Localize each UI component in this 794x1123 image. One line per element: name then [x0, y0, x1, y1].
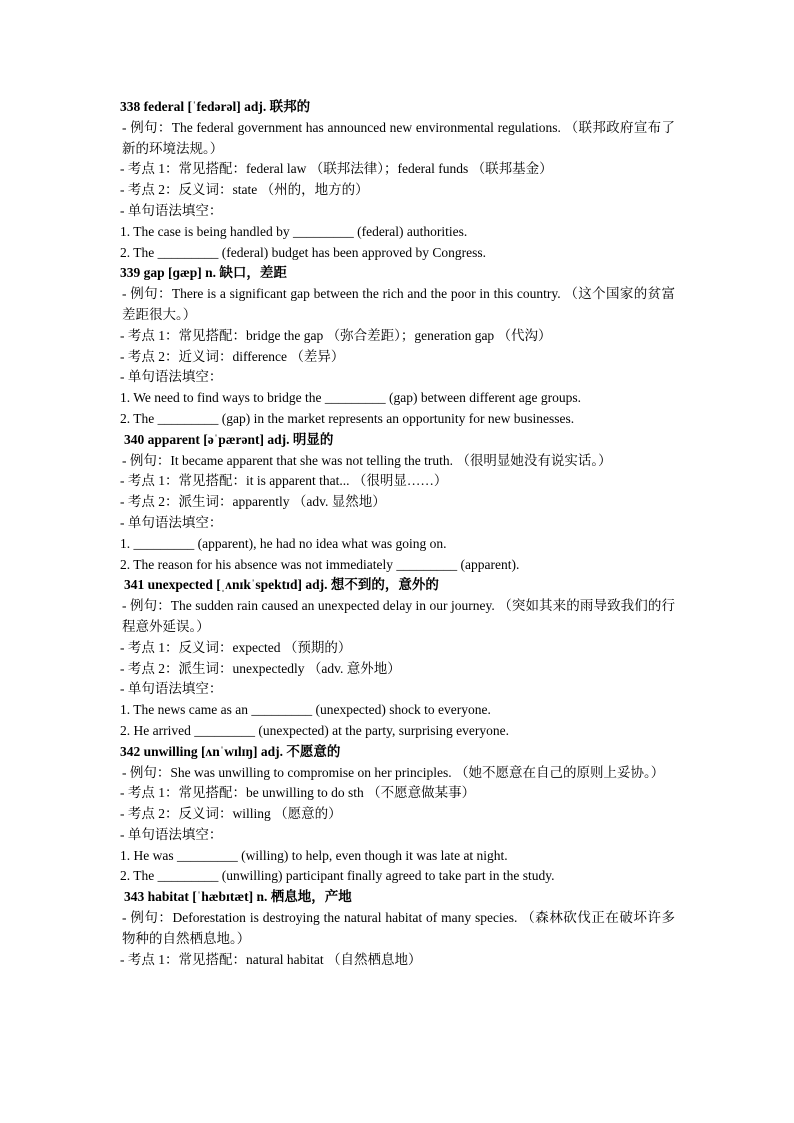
exam-point-1: - 考点 1：反义词：expected （预期的）	[120, 639, 352, 655]
exercise-question-2: 2. The reason for his absence was not immediately _________ (apparent).	[120, 556, 520, 572]
exercise-label: - 单句语法填空：	[120, 202, 223, 218]
example-sentence: - 例句：Deforestation is destroying the natural habitat of many species. （森林砍伐正在破坏许多物种的自然栖息地。）	[122, 910, 675, 946]
exam-point-1: - 考点 1：常见搭配：bridge the gap （弥合差距）；generation gap （代沟）	[120, 327, 552, 343]
example-sentence: - 例句：She was unwilling to compromise on her principles. （她不愿意在自己的原则上妥协。）	[122, 764, 665, 780]
entry-heading: 339 gap [ɡæp] n. 缺口，差距	[120, 265, 287, 281]
example-sentence: - 例句：It became apparent that she was not telling the truth. （很明显她没有说实话。）	[122, 452, 612, 468]
exam-point-1: - 考点 1：常见搭配：be unwilling to do sth （不愿意做某事）	[120, 785, 476, 801]
example-sentence: - 例句：The sudden rain caused an unexpected delay in our journey. （突如其来的雨导致我们的行程意外延误。）	[122, 598, 675, 634]
exercise-question-2: 2. The _________ (unwilling) participant finally agreed to take part in the study.	[120, 868, 555, 884]
entry-heading: 342 unwilling [ʌnˈwɪlɪŋ] adj. 不愿意的	[120, 743, 341, 759]
entry-heading: 341 unexpected [ˌʌnɪkˈspektɪd] adj. 想不到的，意外的	[124, 577, 439, 593]
exercise-question-1: 1. _________ (apparent), he had no idea what was going on.	[120, 535, 447, 551]
entry-heading: 343 habitat [ˈhæbɪtæt] n. 栖息地，产地	[124, 889, 352, 905]
exercise-question-1: 1. We need to find ways to bridge the _________ (gap) between different age groups.	[120, 390, 582, 406]
exam-point-1: - 考点 1：常见搭配：federal law （联邦法律）；federal funds （联邦基金）	[120, 161, 553, 177]
exam-point-2: - 考点 2：近义词：difference （差异）	[120, 348, 345, 364]
example-sentence: - 例句：The federal government has announced new environmental regulations. （联邦政府宣布了新的环境法规。）	[122, 119, 675, 156]
exam-point-2: - 考点 2：派生词：apparently （adv. 显然地）	[120, 494, 386, 510]
exercise-question-1: 1. He was _________ (willing) to help, even though it was late at night.	[120, 847, 508, 863]
exercise-question-1: 1. The case is being handled by _________ (federal) authorities.	[120, 223, 468, 239]
exercise-label: - 单句语法填空：	[120, 369, 223, 385]
exam-point-2: - 考点 2：派生词：unexpectedly （adv. 意外地）	[120, 660, 401, 676]
exercise-label: - 单句语法填空：	[120, 681, 223, 697]
exam-point-2: - 考点 2：反义词：willing （愿意的）	[120, 806, 342, 822]
document-page	[120, 97, 675, 970]
entry-heading: 340 apparent [əˈpærənt] adj. 明显的	[124, 431, 334, 447]
exercise-label: - 单句语法填空：	[120, 826, 223, 842]
exercise-question-2: 2. The _________ (gap) in the market represents an opportunity for new businesses.	[120, 410, 575, 426]
entry-heading: 338 federal [ˈfedərəl] adj. 联邦的	[120, 99, 311, 114]
exercise-label: - 单句语法填空：	[120, 514, 223, 530]
exam-point-1: - 考点 1：常见搭配：natural habitat （自然栖息地）	[120, 951, 422, 967]
exam-point-1: - 考点 1：常见搭配：it is apparent that... （很明显……）	[120, 473, 448, 489]
exercise-question-2: 2. He arrived _________ (unexpected) at the party, surprising everyone.	[120, 722, 509, 738]
exercise-question-2: 2. The _________ (federal) budget has been approved by Congress.	[120, 244, 487, 260]
exercise-question-1: 1. The news came as an _________ (unexpected) shock to everyone.	[120, 702, 491, 718]
exam-point-2: - 考点 2：反义词：state （州的，地方的）	[120, 182, 369, 198]
example-sentence: - 例句：There is a significant gap between the rich and the poor in this country. （这个国家的贫富差距很大。）	[122, 286, 675, 322]
